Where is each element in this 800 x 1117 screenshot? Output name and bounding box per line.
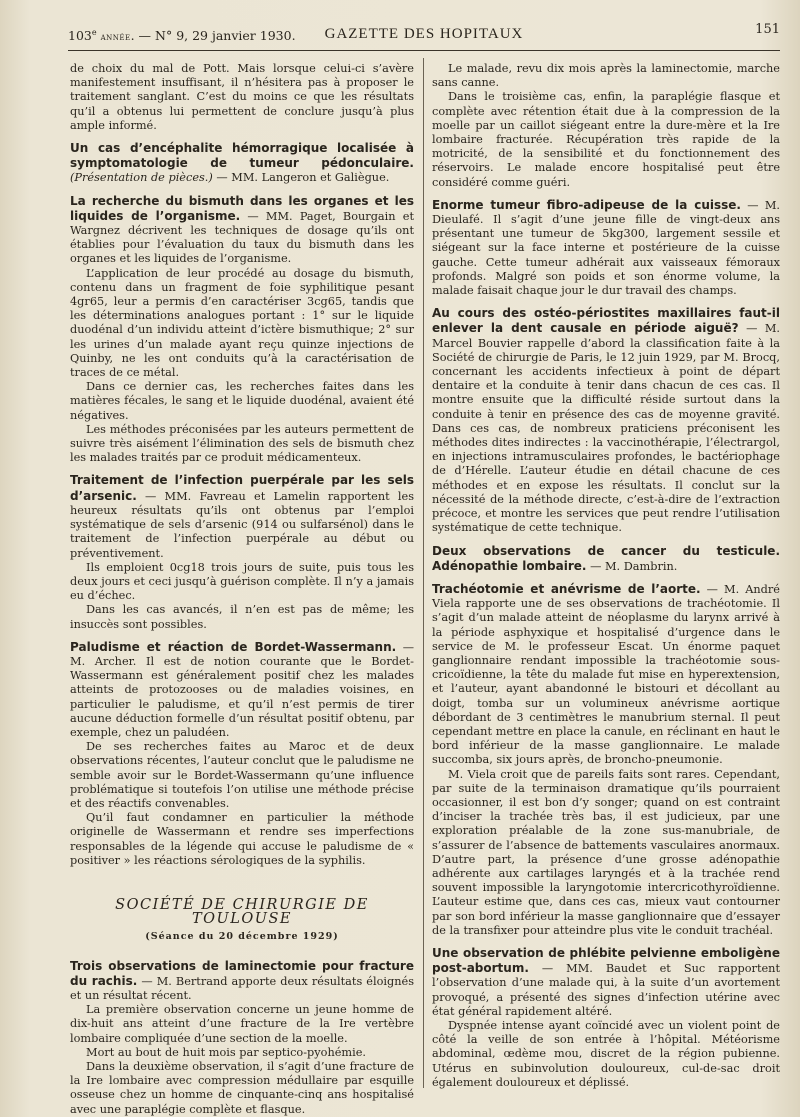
paragraph: L’application de leur procédé au dosage du bismuth, contenu dans un fragment de foie syphilitique pesant 4gr65, leur a permis d’en caractériser 3cg65, tandis que les déterminations analogues portant : 1° sur le liquide duodénal d’un individu atteint d’ictère bismuthique; 2° sur les urines d’un malade ayant reçu quinze injections de Quinby, ne les ont conduits qu’à la caractérisation de traces de ce métal. [70, 266, 414, 380]
column-divider [423, 58, 424, 1088]
article-osteo-periostites [432, 306, 780, 535]
article-bismuth [70, 194, 414, 466]
paragraph: Les méthodes préconisées par les auteurs permettent de suivre très aisément l’élimination des sels de bismuth chez les malades traités par ce produit médicamenteux. [70, 422, 414, 465]
article-title: Paludisme et réaction de Bordet-Wassermann. [70, 639, 397, 654]
article-cancer-testicule [432, 544, 780, 574]
issue-info: 103e année. — N° 9, 29 janvier 1930. [68, 28, 296, 44]
section-title: SOCIÉTÉ DE CHIRURGIE DE TOULOUSE [115, 896, 369, 928]
article-lead: — MM. Paget, Bourgain et Wargnez décrivent les techniques de dosage qu’ils ont établies pour l’évaluation du taux du bismuth dans les organes et les liquides de l’organisme. [70, 209, 414, 266]
paragraph: Le malade, revu dix mois après la laminectomie, marche sans canne. [432, 62, 780, 90]
article-lead: — MM. Favreau et Lamelin rapportent les heureux résultats qu’ils ont obtenus par l’emploi systématique de sels d’arsenic (914 ou sulfarsénol) dans le traitement de l’infection puerpérale au début ou préventivement. [70, 489, 414, 560]
article-phlebite [432, 946, 780, 1090]
paragraph: de choix du mal de Pott. Mais lorsque celui-ci s’avère manifestement insuffisant, il n’hésitera pas à proposer le traitement sanglant. C’est du moins ce que les résultats qu’il a obtenus lui permettent de conclure jusqu’à plus ample informé. [70, 62, 414, 132]
right-column [432, 62, 780, 1092]
article-tracheotomie [432, 582, 780, 938]
left-column [70, 62, 415, 1116]
article-title: Trachéotomie et anévrisme de l’aorte. [432, 581, 701, 596]
article-title: Enorme tumeur fibro-adipeuse de la cuisse. [432, 197, 741, 212]
journal-title: GAZETTE DES HOPITAUX [324, 26, 524, 42]
paragraph: Dans ce dernier cas, les recherches faites dans les matières fécales, le sang et le liquide duodénal, avaient été négatives. [70, 380, 414, 422]
section-subtitle: (Séance du 20 décembre 1929) [145, 931, 339, 943]
paragraph: Dyspnée intense ayant coïncidé avec un violent point de côté la veille de son entrée à l’hôpital. Météorisme abdominal, œdème mou, discret de la région pubienne. Utérus en subinvolution douloureux, cul-de-sac droit également douloureux et déplissé. [432, 1019, 780, 1089]
article-title: Au cours des ostéo-périostites maxillaires faut-il enlever la dent causale en période aiguë? [432, 306, 780, 336]
article-title: Une observation de phlébite pelvienne emboligène post-abortum. [432, 945, 780, 976]
article-laminectomie [70, 959, 414, 1117]
article-lead: — M. Dieulafé. Il s’agit d’une jeune fille de vingt-deux ans présentant une tumeur de 5kg300, largement sessile et siégeant sur la face interne et postérieure de la cuisse gauche. Cette tumeur adhérait aux vaisseaux fémoraux profonds. Malgré son poids et son énorme volume, la malade faisait chaque jour le dur travail des champs. [432, 198, 780, 298]
article-encephalite [70, 141, 414, 186]
article-note: (Présentation de pièces.) [70, 171, 213, 185]
paragraph: Dans la deuxième observation, il s’agit d’une fracture de la Ire lombaire avec compression médullaire par esquille osseuse chez un homme de cinquante-cinq ans hospitalisé avec une paraplégie complète et flasque. [70, 1060, 414, 1116]
article-lead: — M. Dambrin. [586, 559, 678, 573]
page-number: 151 [755, 22, 780, 37]
article-tumeur [432, 198, 780, 298]
article-lead: — M. André Viela rapporte une de ses observations de trachéotomie. Il s’agit d’un malade atteint de néoplasme du larynx arrivé à la période asphyxique et hospitalisé d’urgence dans le service de M. le professeur Escat. Un énorme paquet ganglionnaire rendant impossible la trachéotomie sous-cricoïdienne, la tête du malade fut mise en hyperextension, et l’auteur, ayant abandonné le bistouri et décollant au doigt, tomba sur un volumineux anévrisme aortique débordant de 3 centimètres le manubrium sternal. Il peut cependant mettre en place la canule, en réclinant en haut le bord inférieur de la masse ganglionnaire. Le malade succomba, six jours après, de broncho-pneumonie. [432, 582, 780, 767]
article-authors: — MM. Langeron et Galiègue. [216, 171, 390, 185]
article-lead: — M. Marcel Bouvier rappelle d’abord la classification faite à la Société de chirurgie de Paris, le 12 juin 1929, par M. Brocq, concernant les accidents infectieux à point de départ dentaire et la conduite à tenir dans chacun de ces cas. Il montre ensuite que la difficulté réside surtout dans la conduite à tenir en présence des cas de moyenne gravité. Dans ces cas, de nombreux praticiens préconisent les méthodes dites indirectes : la vaccinothérapie, l’électrargol, en injections intramusculaires profondes, le bactériophage de d’Hérelle. L’auteur étudie en détail chacune de ces méthodes et en expose les résultats. Il conclut sur la nécessité de la méthode directe, c’est-à-dire de l’extraction précoce, et montre les services que peut rendre l’utilisation systématique de cette technique. [432, 322, 781, 535]
article-title: Deux observations de cancer du testicule. Adénopathie lombaire. [432, 543, 780, 573]
article-paludisme [70, 640, 414, 868]
page-header [68, 22, 780, 48]
paragraph: Ils emploient 0cg18 trois jours de suite, puis tous les deux jours et ceci jusqu’à guérison complète. Il n’y a jamais eu d’échec. [70, 560, 414, 603]
article-title: La recherche du bismuth dans les organes et les liquides de l’organisme. [70, 193, 414, 223]
paragraph: Qu’il faut condamner en particulier la méthode originelle de Wassermann et rendre ses imperfections responsables de la légende qui accuse le paludisme de « positiver » les réactions sérologiques de la syphilis. [70, 811, 414, 867]
paragraph: Dans les cas avancés, il n’en est pas de même; les insuccès sont possibles. [70, 603, 414, 631]
paragraph: Mort au bout de huit mois par septico-pyohémie. [86, 1045, 367, 1059]
article-lead: — M. Bertrand apporte deux résultats éloignés et un résultat récent. [70, 974, 415, 1002]
paragraph: Dans le troisième cas, enfin, la paraplégie flasque et complète avec rétention était due à la compression de la moelle par un caillot siégeant entre la dure-mère et la Ire lombaire fracturée. Récupération très rapide de la motricité, de la sensibilité et du fonctionnement des réservoirs. Le malade encore hospitalisé peut être considéré comme guéri. [432, 90, 780, 189]
article-arsenic [70, 473, 414, 631]
article-lead: — M. Archer. Il est de notion courante que le Bordet-Wassermann est généralement positif chez les malades atteints de protozooses ou de maladies voisines, en particulier le paludisme, et qu’il n’est permis de tirer aucune déduction formelle d’un résultat positif obtenu, par exemple, chez un paludéen. [70, 640, 414, 739]
article-lead: — MM. Baudet et Suc rapportent l’observation d’une malade qui, à la suite d’un avortement provoqué, a présenté des signes d’infection utérine avec état général rapidement altéré. [432, 962, 780, 1018]
paragraph: La première observation concerne un jeune homme de dix-huit ans atteint d’une fracture de la Ire vertèbre lombaire compliquée d’une section de la moelle. [70, 1003, 414, 1045]
paragraph: De ses recherches faites au Maroc et de deux observations récentes, l’auteur conclut que le paludisme ne semble avoir sur le Bordet-Wassermann qu’une influence problématique si toutefois l’on utilise une méthode précise et des réactifs convenables. [70, 740, 414, 810]
paragraph: M. Viela croit que de pareils faits sont rares. Cependant, par suite de la terminaison dramatique qu’ils pourraient occasionner, il est bon d’y songer; quand on est contraint d’inciser la trachée très bas, il est judicieux, par une exploration préalable de la zone sus-manubriale, de s’assurer de l’absence de battements vasculaires anormaux. D’autre part, la présence d’une grosse adénopathie adhérente aux cartilages laryngés et à la trachée rend souvent impossible la laryngotomie intercricothyroïdienne. L’auteur estime que, dans ces cas, mieux vaut contourner par son bord inférieur la masse ganglionnaire que d’essayer de la transfixer pour atteindre plus vite le conduit trachéal. [432, 767, 780, 937]
article-title: Trois observations de laminectomie pour fracture du rachis. [70, 958, 414, 988]
header-rule [68, 50, 780, 51]
article-title: Traitement de l’infection puerpérale par les sels d’arsenic. [70, 473, 414, 503]
article-title: Un cas d’encéphalite hémorragique localisée à symptomatologie de tumeur pédonculaire. [70, 141, 414, 171]
